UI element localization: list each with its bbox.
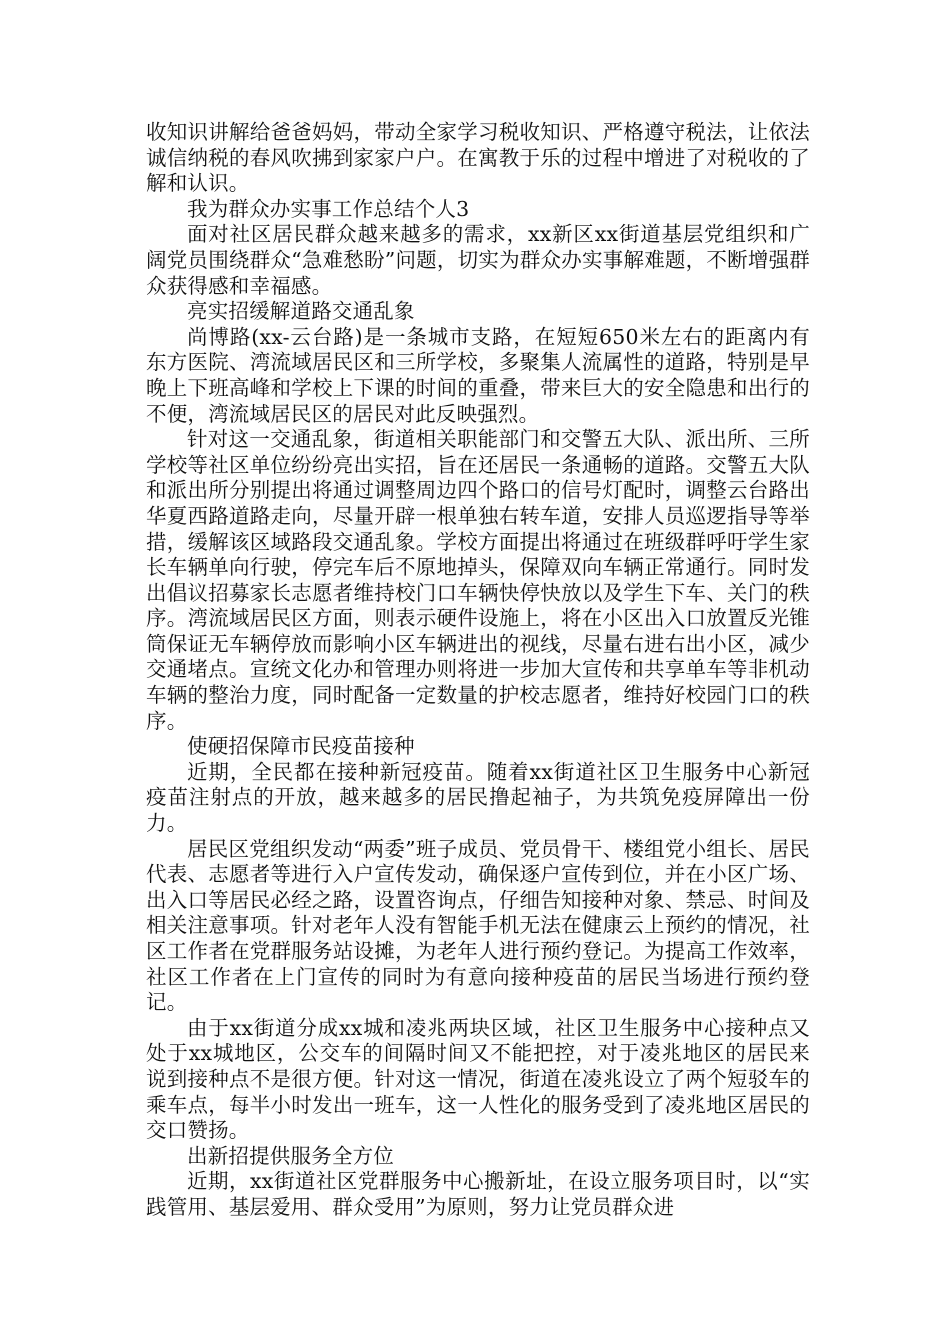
paragraph: 面对社区居民群众越来越多的需求，xx新区xx街道基层党组织和广阔党员围绕群众“急难愁盼”问题，切实为群众办实事解难题，不断增强群众获得感和幸福感。 <box>146 222 810 298</box>
section-heading: 亮实招缓解道路交通乱象 <box>187 299 415 324</box>
paragraph: 近期，xx街道社区党群服务中心搬新址，在设立服务项目时，以“实践管用、基层爱用、群众受用”为原则，努力让党员群众进 <box>146 1169 810 1219</box>
document-body <box>146 120 810 1221</box>
paragraph: 针对这一交通乱象，街道相关职能部门和交警五大队、派出所、三所学校等社区单位纷纷亮出实招，旨在还居民一条通畅的道路。交警五大队和派出所分别提出将通过调整周边四个路口的信号灯配时，调整云台路出华夏西路道路走向，尽量开辟一根单独右转车道，安排人员巡逻指导等举措，缓解该区域路段交通乱象。学校方面提出将通过在班级群呼吁学生家长车辆单向行驶，停完车后不原地掉头，保障双向车辆正常通行。同时发出倡议招募家长志愿者维持校门口车辆快停快放以及学生下车、关门的秩序。湾流域居民区方面，则表示硬件设施上，将在小区出入口放置反光锥筒保证无车辆停放而影响小区车辆进出的视线，尽量右进右出小区，减少交通堵点。宣统文化办和管理办则将进一步加大宣传和共享单车等非机动车辆的整治力度，同时配备一定数量的护校志愿者，维持好校园门口的秩序。 <box>146 427 810 733</box>
section-heading: 出新招提供服务全方位 <box>187 1143 394 1168</box>
paragraph: 居民区党组织发动“两委”班子成员、党员骨干、楼组党小组长、居民代表、志愿者等进行入户宣传发动，确保逐户宣传到位，并在小区广场、出入口等居民必经之路，设置咨询点，仔细告知接种对象、禁忌、时间及相关注意事项。针对老年人没有智能手机无法在健康云上预约的情况，社区工作者在党群服务站设摊，为老年人进行预约登记。为提高工作效率，社区工作者在上门宣传的同时为有意向接种疫苗的居民当场进行预约登记。 <box>146 836 810 1015</box>
section-heading: 使硬招保障市民疫苗接种 <box>187 734 415 759</box>
paragraph: 尚博路(xx-云台路)是一条城市支路，在短短650米左右的距离内有东方医院、湾流域居民区和三所学校，多聚集人流属性的道路，特别是早晚上下班高峰和学校上下课的时间的重叠，带来巨大的安全隐患和出行的不便，湾流域居民区的居民对此反映强烈。 <box>146 324 810 426</box>
paragraph: 近期，全民都在接种新冠疫苗。随着xx街道社区卫生服务中心新冠疫苗注射点的开放，越来越多的居民撸起袖子，为共筑免疫屏障出一份力。 <box>146 759 810 836</box>
paragraph: 由于xx街道分成xx城和凌兆两块区域，社区卫生服务中心接种点又处于xx城地区，公交车的间隔时间又不能把控，对于凌兆地区的居民来说到接种点不是很方便。针对这一情况，街道在凌兆设立了两个短驳车的乘车点，每半小时发出一班车，这一人性化的服务受到了凌兆地区居民的交口赞扬。 <box>146 1015 810 1143</box>
section-heading: 我为群众办实事工作总结个人3 <box>187 196 470 221</box>
paragraph: 收知识讲解给爸爸妈妈，带动全家学习税收知识、严格遵守税法，让依法诚信纳税的春风吹拂到家家户户。在寓教于乐的过程中增进了对税收的了解和认识。 <box>146 120 810 196</box>
